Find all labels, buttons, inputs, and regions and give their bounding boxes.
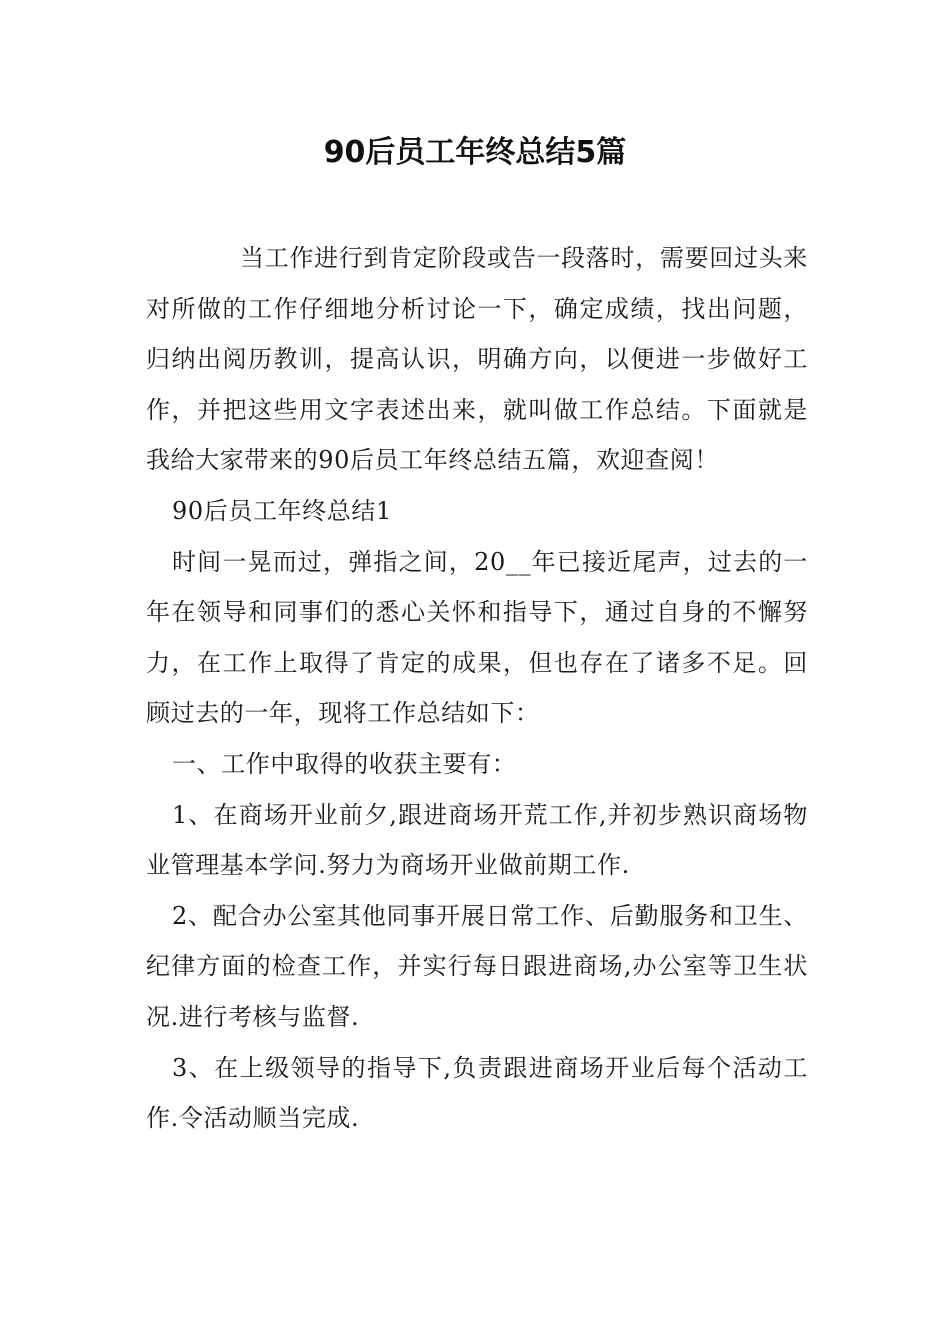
document-title: 90后员工年终总结5篇 — [323, 135, 627, 170]
list-item-1: 1、在商场开业前夕,跟进商场开荒工作,并初步熟识商场物业管理基本学问.努力为商场开业做前期工作. — [146, 800, 808, 880]
subsection-heading: 一、工作中取得的收获主要有： — [172, 749, 517, 778]
list-item-3: 3、在上级领导的指导下,负责跟进商场开业后每个活动工作.令活动顺当完成. — [146, 1053, 808, 1133]
list-item-2: 2、配合办公室其他同事开展日常工作、后勤服务和卫生、纪律方面的检查工作，并实行每日跟进商场,办公室等卫生状况.进行考核与监督. — [146, 901, 808, 1031]
section-heading: 90后员工年终总结1 — [172, 496, 392, 525]
summary-paragraph: 时间一晃而过，弹指之间，20__年已接近尾声，过去的一年在领导和同事们的悉心关怀和指导下，通过自身的不懈努力，在工作上取得了肯定的成果，但也存在了诸多不足。回顾过去的一年，现将工作总结如下： — [146, 547, 808, 728]
document-body — [146, 233, 808, 1144]
intro-paragraph: 当工作进行到肯定阶段或告一段落时，需要回过头来对所做的工作仔细地分析讨论一下，确定成绩，找出问题，归纳出阅历教训，提高认识，明确方向，以便进一步做好工作，并把这些用文字表述出来，就叫做工作总结。下面就是我给大家带来的90后员工年终总结五篇，欢迎查阅！ — [146, 244, 808, 475]
